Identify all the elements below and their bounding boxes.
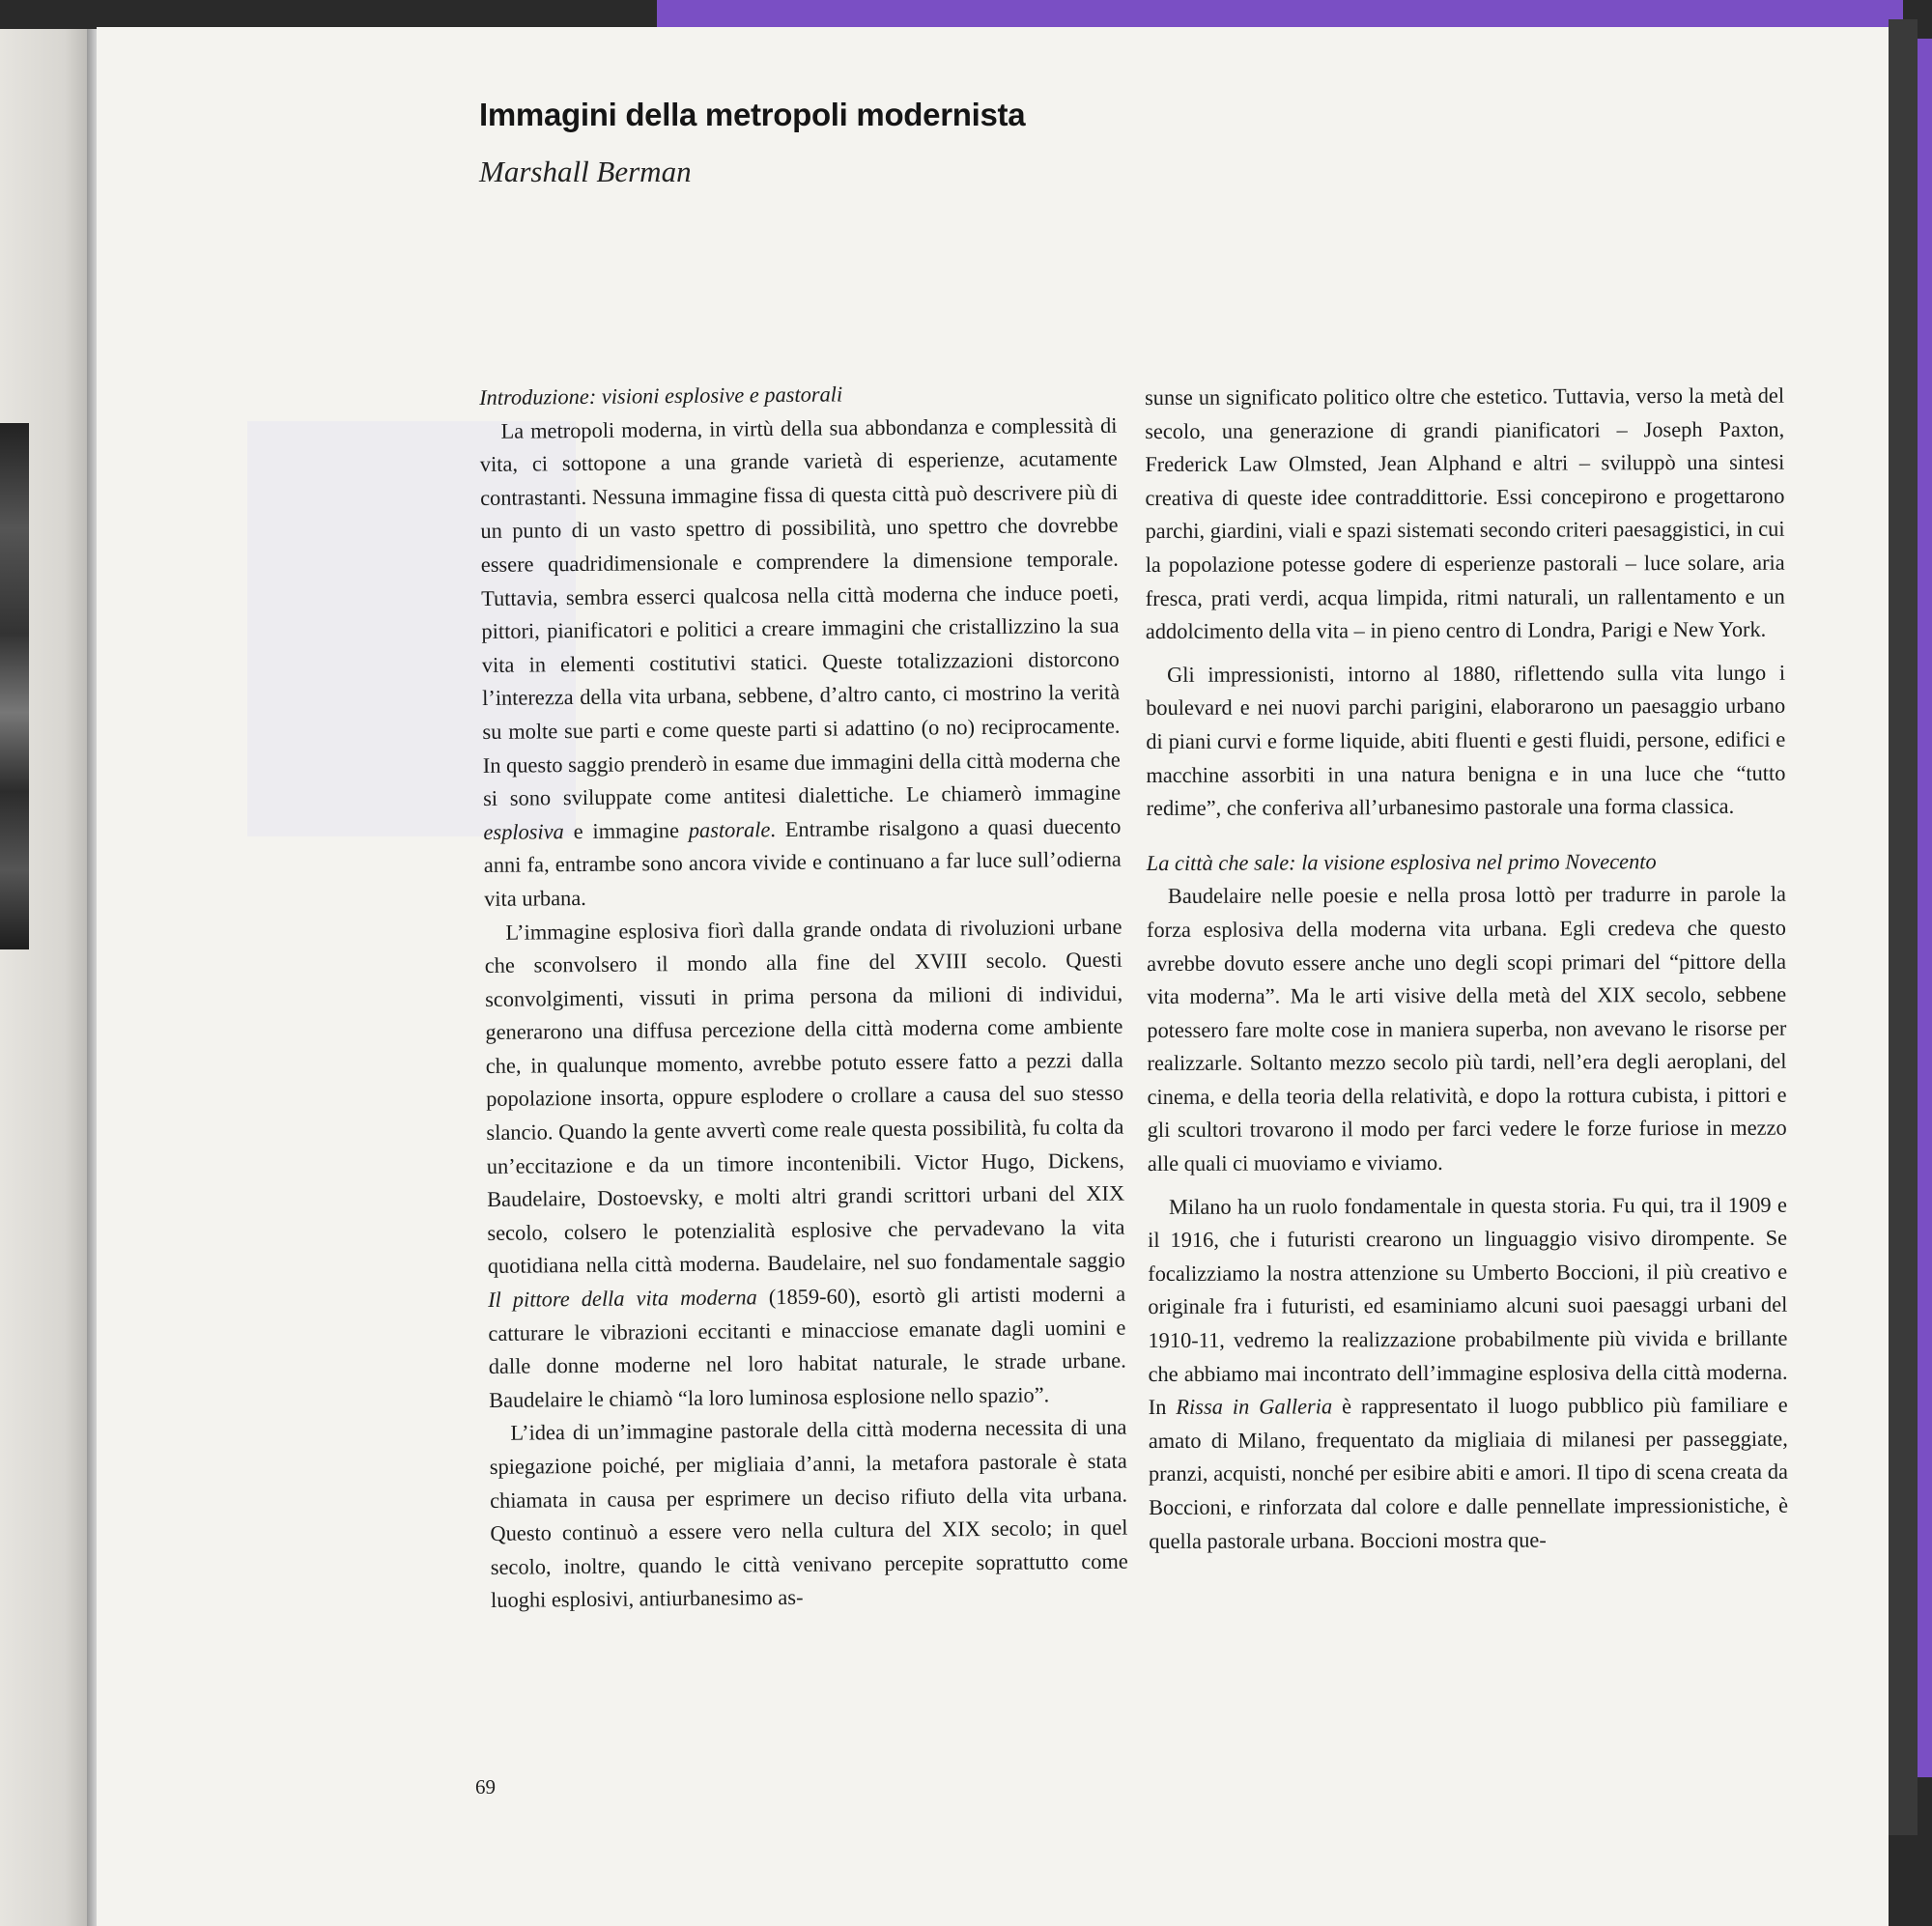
section-heading-introduction: Introduzione: visioni esplosive e pastorali — [479, 382, 843, 410]
page-number: 69 — [475, 1775, 496, 1799]
page-edge-shadow — [1889, 19, 1918, 1835]
facing-page — [0, 29, 93, 1926]
paragraph: Baudelaire nelle poesie e nella prosa lottò per tradurre in parole la forza esplosiva della moderna vita urbana. Egli credeva che questo avrebbe dovuto essere anche uno degli scopi primari del “pittore della vita moderna”. Ma le arti visive della metà del XIX secolo, sebbene potessero fare molte cose in maniera superba, non avevano le risorse per realizzarle. Soltanto mezzo secolo più tardi, nell’era degli aeroplani, del cinema, e della teoria della relatività, e dopo la rottura cubista, i pittori e gli scultori trovarono il modo per farci vedere le forze furiose in mezzo alle quali ci muoviamo e viviamo. — [1146, 881, 1787, 1176]
emphasis: esplosiva — [483, 818, 564, 844]
left-text-column — [479, 376, 1128, 1618]
paragraph: La metropoli moderna, in virtù della sua abbondanza e complessità di vita, ci sottopone a una grande varietà di esperienze, acutamente contrastanti. Nessuna immagine fissa di questa città può descrivere più di un punto di un vasto spettro di possibilità, uno spettro che dovrebbe essere quadridimensionale e comprendere la dimensione temporale. Tuttavia, sembra esserci qualcosa nella città moderna che induce poeti, pittori, pianificatori e politici a creare immagini che cristallizzino la sua vita in elementi costitutivi statici. Queste totalizzazioni distorcono l’interezza della vita urbana, sebbene, d’altro canto, ci mostrino la verità su molte sue parti e come queste parti si adattino (o no) reciprocamente. In questo saggio prenderò in esame due immagini della città moderna che si sono sviluppate come antitesi dialettiche. Le chiamerò immagine esplosiva e immagine pastorale. Entrambe risalgono a quasi duecento anni fa, entrambe sono ancora vivide e continuano a far luce sull’odierna vita urbana. — [479, 412, 1122, 911]
paragraph: L’immagine esplosiva fiorì dalla grande ondata di rivoluzioni urbane che sconvolsero il mondo alla fine del XVIII secolo. Questi sconvolgimenti, vissuti in prima persona da milioni di individui, generarono una diffusa percezione della città moderna come ambiente che, in qualunque momento, avrebbe potuto essere fatto a pezzi dalla popolazione insorta, oppure esplodere o crollare a causa del suo stesso slancio. Quando la gente avvertì come reale questa possibilità, fu colta da un’eccitazione e da un timore incontenibili. Victor Hugo, Dickens, Baudelaire, Dostoevsky, e molti altri grandi scrittori urbani del XIX secolo, colsero le potenzialità esplosive che pervadevano la vita quotidiana nella città moderna. Baudelaire, nel suo fondamentale saggio Il pittore della vita moderna (1859-60), esortò gli artisti moderni a catturare le vibrazioni eccitanti e minacciose emanate dagli uomini e dalle donne moderne nel loro habitat naturale, le strade urbane. Baudelaire le chiamò “la loro luminosa esplosione nello spazio”. — [484, 914, 1126, 1412]
emphasis: pastorale — [688, 816, 771, 842]
emphasis: Rissa in Galleria — [1176, 1394, 1333, 1420]
article-author: Marshall Berman — [479, 155, 692, 188]
facing-page-photo — [0, 423, 29, 949]
right-text-column — [1145, 380, 1788, 1558]
paragraph: Gli impressionisti, intorno al 1880, riflettendo sulla vita lungo i boulevard e nei nuovi parchi parigini, elaborarono un paesaggio urbano di piani curvi e forme liquide, abiti fluenti e gesti fluidi, persone, edifici e macchine assorbiti in una natura benigna e in una luce che “tutto redime”, che conferiva all’urbanesimo pastorale una forma classica. — [1146, 660, 1786, 821]
paragraph: sunse un significato politico oltre che estetico. Tuttavia, verso la metà del secolo, una generazione di grandi pianificatori – Joseph Paxton, Frederick Law Olmsted, Jean Alphand e altri – sviluppò una sintesi creativa di queste idee contraddittorie. Essi concepirono e progettarono parchi, giardini, viali e spazi sistemati secondo criteri paesaggistici, in cui la popolazione potesse godere di esperienze pastorali – luce solare, aria fresca, prati verdi, acqua limpida, ritmi naturali, un rallentamento e un addolcimento della vita – in pieno centro di Londra, Parigi e New York. — [1145, 382, 1785, 644]
section-heading-citta-che-sale: La città che sale: la visione esplosiva nel primo Novecento — [1146, 848, 1657, 875]
paragraph: L’idea di un’immagine pastorale della città moderna necessita di una spiegazione poiché, per migliaia d’anni, la metafora pastorale è stata chiamata in causa per esprimere un deciso rifiuto della vita urbana. Questo continuò a essere vero nella cultura del XIX secolo; in quel secolo, inoltre, quando le città venivano percepite soprattutto come luoghi esplosivi, antiurbanesimo as- — [489, 1415, 1128, 1613]
paragraph: Milano ha un ruolo fondamentale in questa storia. Fu qui, tra il 1909 e il 1916, che i futuristi crearono un linguaggio visivo dirompente. Se focalizziamo la nostra attenzione su Umberto Boccioni, il più creativo e originale fra i futuristi, ed esaminiamo alcuni suoi paesaggi urbani del 1910-11, vedremo la realizzazione probabilmente più vivida e brillante che abbiamo mai incontrato dell’immagine esplosiva della città moderna. In Rissa in Galleria è rappresentato il luogo pubblico più familiare e amato di Milano, frequentato da migliaia di milanesi per passeggiate, pranzi, acquisti, nonché per esibire abiti e amori. Il tipo di scena creata da Boccioni, e rinforzata dal colore e dalle pennellate impressionistiche, è quella pastorale urbana. Boccioni mostra que- — [1148, 1192, 1789, 1553]
article-title: Immagini della metropoli modernista — [479, 97, 1026, 132]
emphasis: Il pittore della vita moderna — [488, 1285, 757, 1312]
